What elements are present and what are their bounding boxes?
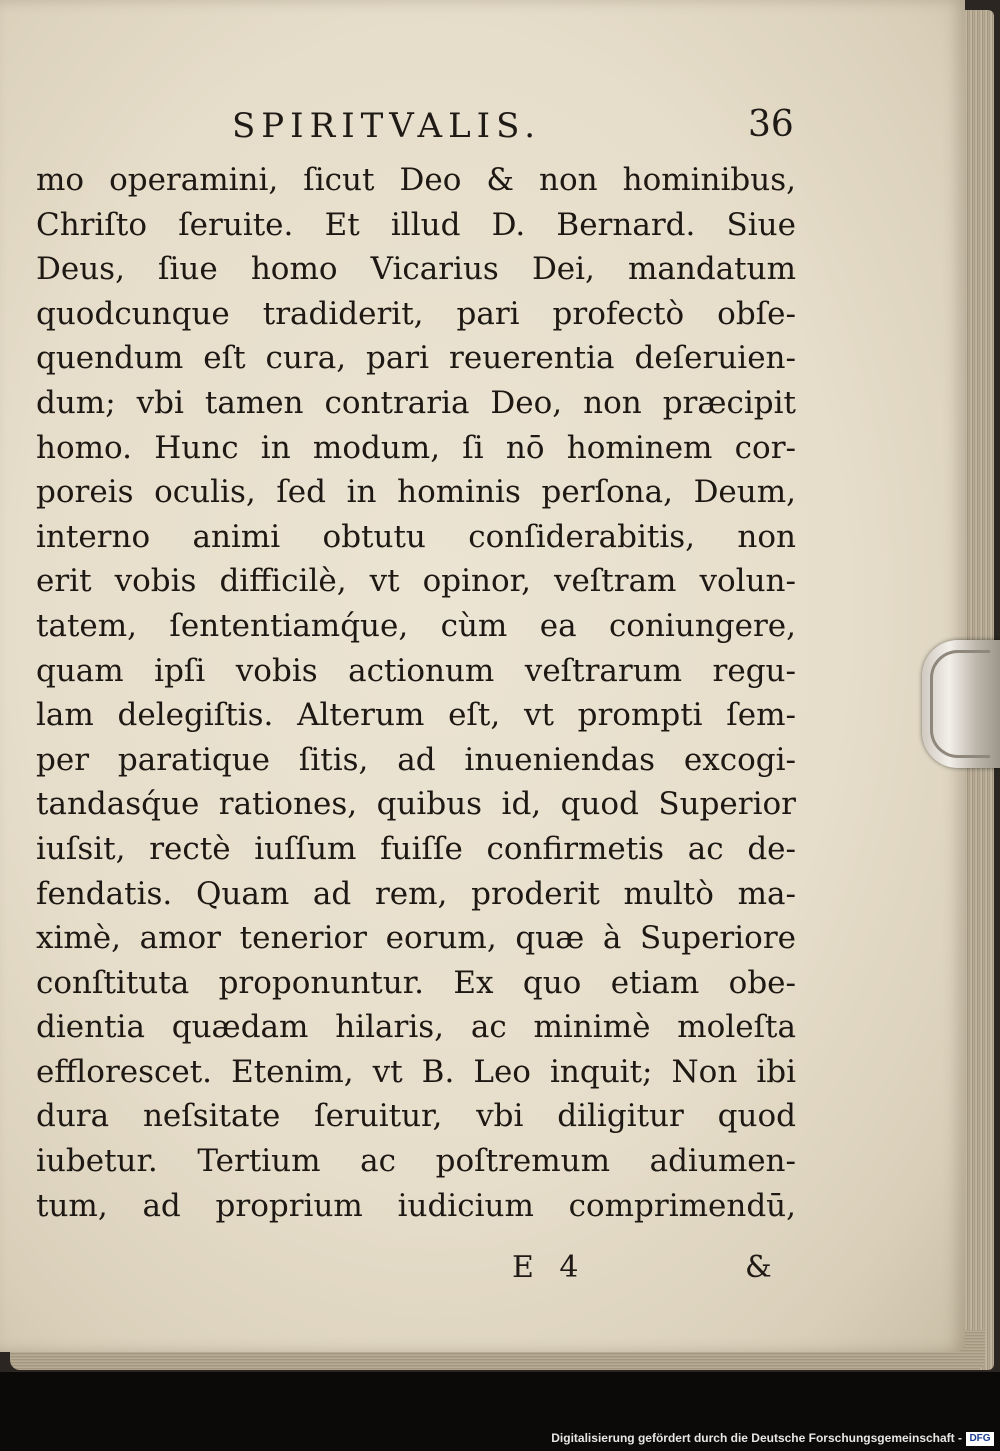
text-line: tum, ad proprium iudicium comprimendū, [36,1187,796,1224]
dfg-logo-icon: DFG [966,1432,994,1446]
text-line: erit vobis difficilè, vt opinor, veſtram volun- [36,563,796,600]
text-line: tatem, ſententiamq́ue, cùm ea coniungere, [36,607,796,644]
text-line: iubetur. Tertium ac poſtremum adiumen- [36,1143,796,1180]
page-number: 36 [748,104,794,145]
text-line: poreis oculis, ſed in hominis perſona, Deum, [36,474,796,511]
catchword: & [745,1250,772,1285]
page-clip-loop [930,650,990,758]
running-head-title: SPIRITVALIS. [232,106,542,146]
text-line: dientia quædam hilaris, ac minimè moleſta [36,1009,796,1046]
text-line: quodcunque tradiderit, pari profectò obſe- [36,295,796,332]
signature-mark: E 4 [512,1250,587,1285]
text-line: interno animi obtutu conſiderabitis, non [36,518,796,555]
funding-credit: Digitalisierung gefördert durch die Deutsche Forschungsgemeinschaft - [551,1431,962,1445]
text-line: quendum eſt cura, pari reuerentia deſeruien- [36,340,796,377]
text-line: mo operamini, ſicut Deo & non hominibus, [36,162,796,198]
page-footer [0,1250,965,1300]
text-line: Deus, ſiue homo Vicarius Dei, mandatum [36,251,796,288]
running-head [0,104,965,154]
text-line: per paratique ſitis, ad inueniendas excogi- [36,741,796,778]
text-line: conſtituta proponuntur. Ex quo etiam obe- [36,964,796,1001]
text-line: efflorescet. Etenim, vt B. Leo inquit; Non ibi [36,1053,796,1090]
text-line: quam ipſi vobis actionum veſtrarum regu- [36,652,796,689]
page-clip [922,640,1000,768]
text-line: ximè, amor tenerior eorum, quæ à Superiore [36,920,796,957]
text-line: dum; vbi tamen contraria Deo, non præcipit [36,384,796,421]
text-line: lam delegiſtis. Alterum eſt, vt prompti ſem- [36,697,796,734]
text-line: tandasq́ue rationes, quibus id, quod Superior [36,786,796,823]
text-line: Chriſto ſeruite. Et illud D. Bernard. Siue [36,206,796,243]
credit-bar [0,1372,1000,1451]
text-line: homo. Hunc in modum, ſi nō hominem cor- [36,429,796,466]
text-line: fendatis. Quam ad rem, proderit multò ma- [36,875,796,912]
body-text [36,158,796,1228]
text-line: dura neſsitate ſeruitur, vbi diligitur quod [36,1098,796,1135]
text-line: iuſsit, rectè iuſſum fuiſſe confirmetis ac de- [36,830,796,867]
